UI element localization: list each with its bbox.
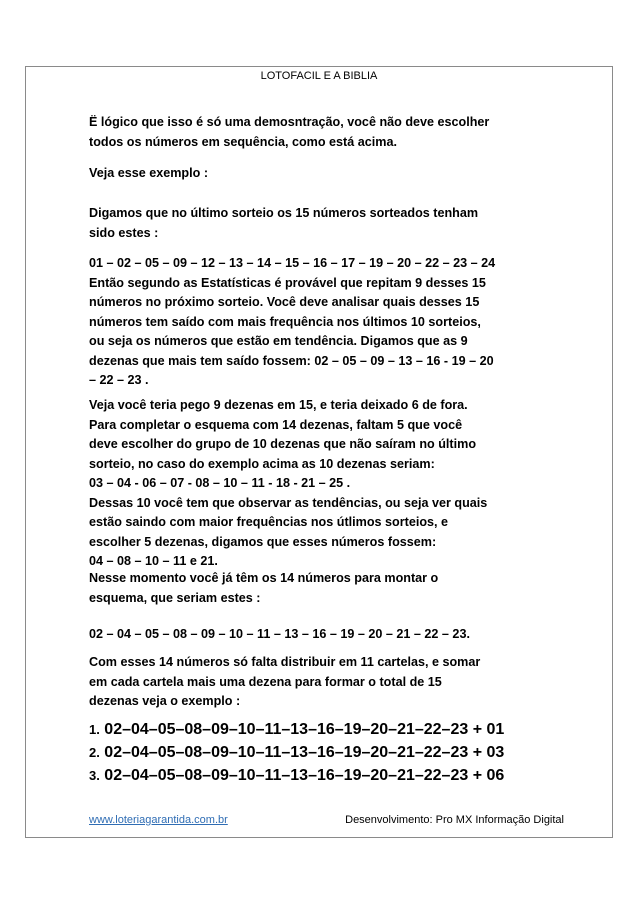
cartela-number: 3. [89, 768, 100, 783]
cartela-item [89, 741, 504, 764]
example-intro: Veja esse exemplo : [89, 166, 209, 180]
developer-credit: Desenvolvimento: Pro MX Informação Digital [345, 814, 564, 826]
cartela-item [89, 718, 504, 741]
cartela-number: 1. [89, 722, 100, 737]
website-link[interactable]: www.loteriagarantida.com.br [89, 814, 228, 826]
intro-paragraph: Ë lógico que isso é só uma demosntração, você não deve escolher todos os números em sequência, como está acima. [89, 115, 490, 149]
cartela-sequence: 02–04–05–08–09–10–11–13–16–19–20–21–22–23 + 06 [104, 767, 505, 784]
com-esses-paragraph: Com esses 14 números só falta distribuir em 11 cartelas, e somar em cada cartela mais uma dezena para formar o total de 15 dezenas veja o exemplo : [89, 655, 481, 708]
cartela-item [89, 764, 504, 787]
cartela-sequence: 02–04–05–08–09–10–11–13–16–19–20–21–22–23 + 01 [104, 721, 505, 738]
digamos-paragraph: Digamos que no último sorteio os 15 números sorteados tenham sido estes : [89, 206, 479, 240]
cartela-list [89, 718, 504, 787]
veja-paragraph: Veja você teria pego 9 dezenas em 15, e teria deixado 6 de fora. Para completar o esquema com 14 dezenas, faltam 5 que você deve escolher do grupo de 10 dezenas que não saíram no último sorteio, no caso do exemplo acima as 10 dezenas seriam: 03 – 04 - 06 – 07 - 08 – 10 – 11 - 18 - 21 – 25 . Dessas 10 você tem que observar as tendências, ou seja ver quais estão saindo com maior frequências nos útlimos sorteios, e escolher 5 dezenas, digamos que esses números fossem: 04 – 08 – 10 – 11 e 21. [89, 398, 488, 568]
cartela-number: 2. [89, 745, 100, 760]
numbers-paragraph: 01 – 02 – 05 – 09 – 12 – 13 – 14 – 15 – 16 – 17 – 19 – 20 – 22 – 23 – 24 Então segundo as Estatísticas é provável que repitam 9 desses 15 números no próximo sorteio. Você deve analisar quais desses 15 números tem saído com mais frequência nos últimos 10 sorteios, ou seja os números que estão em tendência. Digamos que as 9 dezenas que mais tem saído fossem: 02 – 05 – 09 – 13 – 16 - 19 – 20 – 22 – 23 . [89, 256, 496, 387]
nesse-paragraph: Nesse momento você já têm os 14 números para montar o esquema, que seriam estes : [89, 571, 439, 605]
cartela-sequence: 02–04–05–08–09–10–11–13–16–19–20–21–22–23 + 03 [104, 744, 505, 761]
page-title: LOTOFACIL E A BIBLIA [260, 70, 378, 82]
fourteen-numbers-line: 02 – 04 – 05 – 08 – 09 – 10 – 11 – 13 – 16 – 19 – 20 – 21 – 22 – 23. [89, 627, 470, 641]
